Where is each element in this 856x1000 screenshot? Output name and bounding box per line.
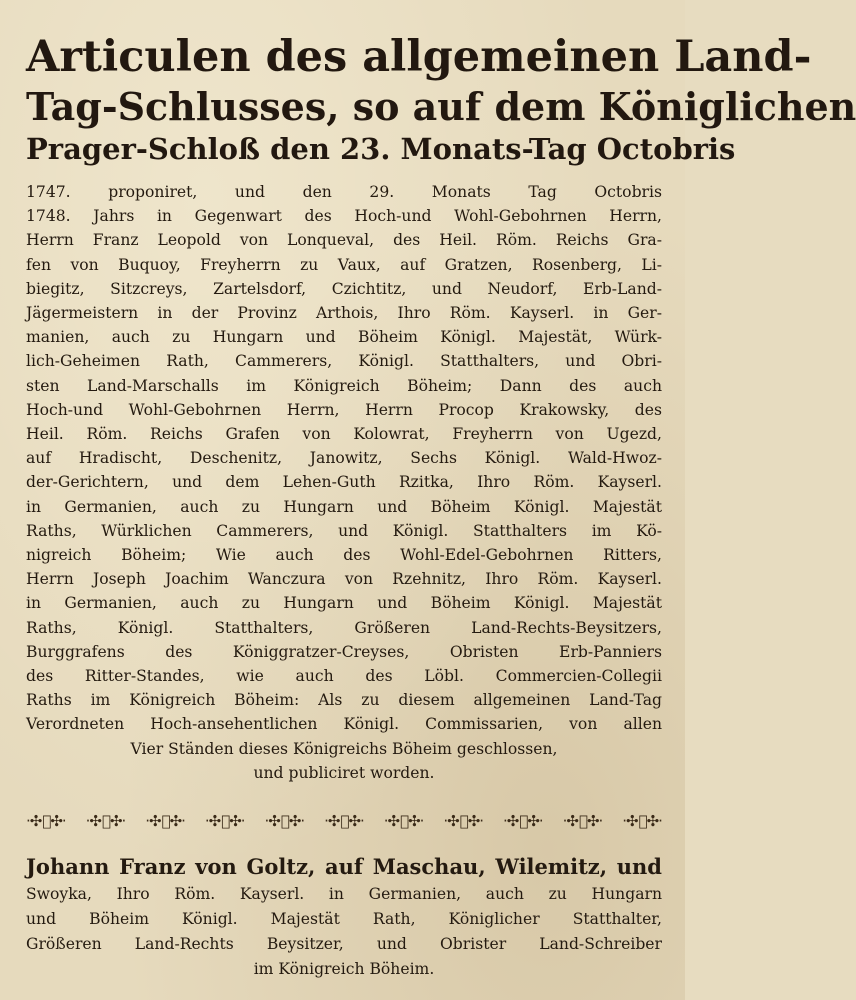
ornament-icon: ·✣꙰✣· (264, 812, 305, 830)
body-line: Hoch-und Wohl-Gebohrnen Herrn, Herrn Procop Krakowsky, des (26, 400, 662, 419)
title-line-1: Articulen des allgemeinen Land- (26, 32, 812, 82)
body-line: nigreich Böheim; Wie auch des Wohl-Edel-Gebohrnen Ritters, (26, 546, 662, 565)
signature-line: Johann Franz von Goltz, auf Maschau, Wilemitz, und (26, 854, 662, 879)
signature-line: Swoyka, Ihro Röm. Kayserl. in Germanien, auch zu Hungarn (26, 885, 662, 903)
body-line: Vier Ständen dieses Königreichs Böheim geschlossen, (130, 739, 558, 758)
body-line: der-Gerichtern, und dem Lehen-Guth Rzitka, Ihro Röm. Kayserl. (26, 473, 662, 492)
body-line: auf Hradischt, Deschenitz, Janowitz, Sechs Königl. Wald-Hwoz- (26, 449, 662, 468)
body-line: Heil. Röm. Reichs Grafen von Kolowrat, Freyherrn von Ugezd, (26, 425, 662, 444)
body-line: Raths, Würklichen Cammerers, und Königl. Statthalters im Kö- (26, 521, 662, 540)
body-line: Raths, Königl. Statthalters, Größeren Land-Rechts-Beysitzers, (26, 618, 662, 637)
ornament-icon: ·✣꙰✣· (622, 812, 662, 830)
ornament-icon: ·✣꙰✣· (145, 812, 185, 830)
body-line: Jägermeistern in der Provinz Arthois, Ihro Röm. Kayserl. in Ger- (26, 304, 662, 323)
body-line: Burggrafens des Königgratzer-Creyses, Obristen Erb-Panniers (26, 642, 662, 661)
document-body (26, 180, 662, 785)
document-title (26, 30, 856, 168)
title-line-2: Tag-Schlusses, so auf dem Königlichen (26, 84, 856, 129)
signature-line: im Königreich Böheim. (253, 960, 435, 978)
body-line: Herrn Joseph Joachim Wanczura von Rzehnitz, Ihro Röm. Kayserl. (26, 570, 662, 589)
ornament-icon: ·✣꙰✣· (204, 812, 245, 830)
body-line: 1748. Jahrs in Gegenwart des Hoch-und Wohl-Gebohrnen Herrn, (26, 207, 662, 226)
body-line: 1747. proponiret, und den 29. Monats Tag Octobris (26, 183, 662, 201)
body-line: des Ritter-Standes, wie auch des Löbl. Commercien-Collegii (26, 667, 662, 686)
body-line: lich-Geheimen Rath, Cammerers, Königl. Statthalters, und Obri- (26, 352, 662, 371)
ornament-icon: ·✣꙰✣· (443, 812, 484, 830)
signature-block (26, 851, 662, 982)
body-line: in Germanien, auch zu Hungarn und Böheim Königl. Majestät (26, 594, 662, 613)
signature-line: und Böheim Königl. Majestät Rath, Königlicher Statthalter, (26, 910, 662, 928)
body-line: Herrn Franz Leopold von Lonqueval, des Heil. Röm. Reichs Gra- (26, 231, 662, 250)
signature-line: Größeren Land-Rechts Beysitzer, und Obrister Land-Schreiber (26, 935, 662, 953)
body-line: sten Land-Marschalls im Königreich Böheim; Dann des auch (26, 376, 662, 395)
body-line: Raths im Königreich Böheim: Als zu diesem allgemeinen Land-Tag (26, 691, 662, 710)
body-line: in Germanien, auch zu Hungarn und Böheim Königl. Majestät (26, 497, 662, 516)
ornament-icon: ·✣꙰✣· (85, 812, 126, 830)
ornament-icon: ·✣꙰✣· (503, 812, 543, 830)
ornament-icon: ·✣꙰✣· (324, 812, 364, 830)
ornament-icon: ·✣꙰✣· (26, 812, 66, 830)
body-line: manien, auch zu Hungarn und Böheim Königl. Majestät, Würk- (26, 328, 662, 347)
decorative-divider (26, 810, 662, 832)
body-line: biegitz, Sitzcreys, Zartelsdorf, Czichtitz, und Neudorf, Erb-Land- (26, 279, 662, 298)
ornament-icon: ·✣꙰✣· (562, 812, 603, 830)
body-line: und publiciret worden. (253, 763, 435, 782)
ornament-icon: ·✣꙰✣· (383, 812, 424, 830)
title-line-3: Prager-Schloß den 23. Monats-Tag Octobris (26, 132, 736, 166)
body-line: Verordneten Hoch-ansehentlichen Königl. Commissarien, von allen (26, 715, 662, 734)
body-line: fen von Buquoy, Freyherrn zu Vaux, auf Gratzen, Rosenberg, Li- (26, 255, 662, 274)
